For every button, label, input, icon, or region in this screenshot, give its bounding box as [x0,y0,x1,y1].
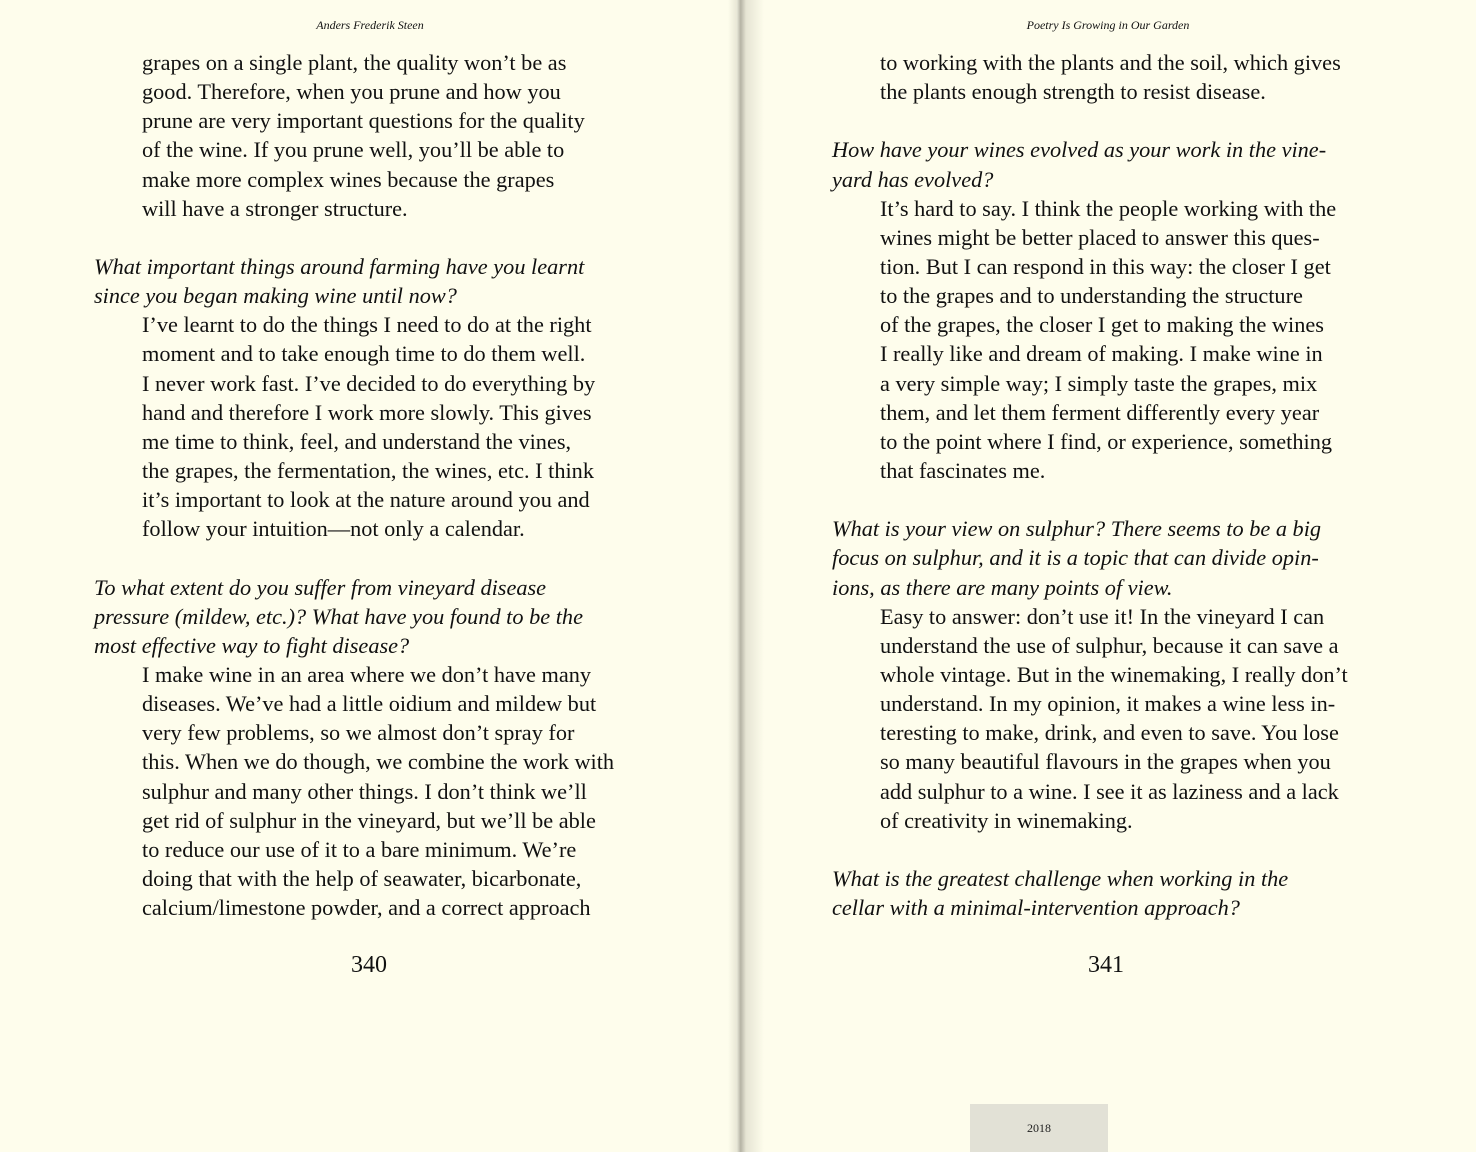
answer-line: a very simple way; I simply taste the grapes, mix [880,370,1318,396]
answer-line: so many beautiful flavours in the grapes when you [880,749,1331,775]
answer-line: understand the use of sulphur, because it can save a [880,632,1339,658]
answer-line: them, and let them ferment differently every year [880,399,1320,425]
answer-line: of the grapes, the closer I get to making the wines [880,312,1324,338]
question-line: yard has evolved? [832,166,994,192]
answer-line: to the grapes and to understanding the structure [880,283,1303,309]
left-page-text [94,48,614,922]
page-number-left: 340 [351,952,387,978]
question-line: What important things around farming have you learnt [94,253,585,279]
question-line: cellar with a minimal-intervention approach? [832,895,1240,921]
running-head-title: Poetry Is Growing in Our Garden [1026,18,1190,32]
answer-line: of the wine. If you prune well, you’ll be able to [142,137,565,163]
answer-line: of creativity in winemaking. [880,807,1133,833]
answer-line: teresting to make, drink, and even to save. You lose [880,720,1339,746]
answer-line: hand and therefore I work more slowly. This gives [142,399,592,425]
answer-line: doing that with the help of seawater, bicarbonate, [142,865,582,891]
question-line: To what extent do you suffer from vineyard disease [94,574,547,600]
answer-line: whole vintage. But in the winemaking, I really don’t [880,661,1348,687]
answer-line: calcium/limestone powder, and a correct approach [142,895,591,921]
answer-line: it’s important to look at the nature around you and [142,487,590,513]
answer-line: make more complex wines because the grapes [142,166,555,192]
paragraph-gap [832,106,1348,135]
answer-line: this. When we do though, we combine the work with [142,749,615,775]
paragraph-gap [94,543,614,572]
answer-line: good. Therefore, when you prune and how you [142,79,561,105]
answer-line: I never work fast. I’ve decided to do everything by [142,370,596,396]
answer-line: wines might be better placed to answer this ques- [880,224,1320,250]
question-line: most effective way to fight disease? [94,632,410,658]
answer-line: I really like and dream of making. I make wine in [880,341,1323,367]
question-line: ions, as there are many points of view. [832,574,1173,600]
year-tab[interactable]: 2018 [970,1104,1108,1152]
answer-line: diseases. We’ve had a little oidium and mildew but [142,691,597,717]
paragraph-gap [94,223,614,252]
answer-line: very few problems, so we almost don’t spray for [142,720,575,746]
answer-line: add sulphur to a wine. I see it as laziness and a lack [880,778,1339,804]
paragraph-gap [832,835,1348,864]
right-page-text [832,48,1348,922]
question-line: How have your wines evolved as your work in the vine- [832,137,1327,163]
page-number-right: 341 [1088,952,1124,978]
answer-line: I’ve learnt to do the things I need to do at the right [142,312,592,338]
answer-line: follow your intuition—not only a calendar. [142,516,525,542]
left-page [0,0,736,1152]
question-line: pressure (mildew, etc.)? What have you found to be the [94,603,583,629]
answer-line: Easy to answer: don’t use it! In the vineyard I can [880,603,1325,629]
answer-line: I make wine in an area where we don’t have many [142,661,592,687]
running-head-author: Anders Frederik Steen [316,18,424,32]
answer-line: moment and to take enough time to do them well. [142,341,586,367]
right-page [740,0,1476,1152]
answer-line: to reduce our use of it to a bare minimum. We’re [142,836,577,862]
answer-line: the plants enough strength to resist disease. [880,79,1266,105]
paragraph-gap [832,485,1348,514]
answer-line: sulphur and many other things. I don’t think we’ll [142,778,587,804]
question-line: focus on sulphur, and it is a topic that can divide opin- [832,545,1319,571]
answer-line: tion. But I can respond in this way: the closer I get [880,253,1331,279]
answer-line: to working with the plants and the soil, which gives [880,50,1341,75]
answer-line: to the point where I find, or experience, something [880,428,1332,454]
answer-line: get rid of sulphur in the vineyard, but we’ll be able [142,807,596,833]
answer-line: understand. In my opinion, it makes a wine less in- [880,691,1336,717]
answer-line: prune are very important questions for the quality [142,108,585,134]
book-gutter [728,0,764,1152]
question-line: What is your view on sulphur? There seems to be a big [832,516,1322,542]
question-line: What is the greatest challenge when working in the [832,865,1289,891]
answer-line: me time to think, feel, and understand the vines, [142,428,572,454]
answer-line: grapes on a single plant, the quality won’t be as [142,50,567,75]
answer-line: the grapes, the fermentation, the wines, etc. I think [142,457,594,483]
answer-line: It’s hard to say. I think the people working with the [880,195,1337,221]
answer-line: that fascinates me. [880,457,1046,483]
question-line: since you began making wine until now? [94,283,457,309]
answer-line: will have a stronger structure. [142,195,408,221]
